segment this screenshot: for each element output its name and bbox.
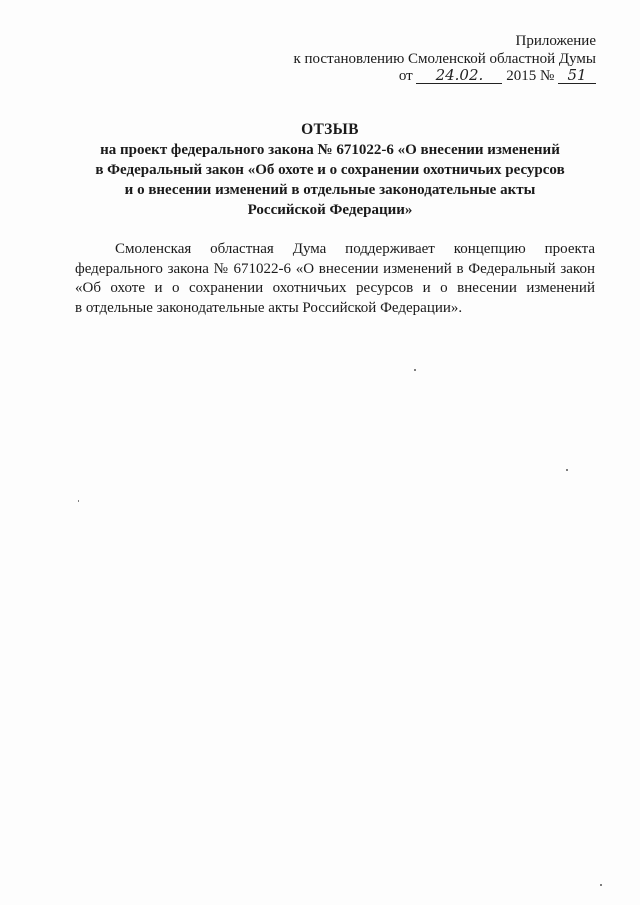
title-line: и о внесении изменений в отдельные законодательные акты (124, 182, 536, 198)
paragraph-line: в отдельные законодательные акты Российской Федерации». (75, 299, 463, 316)
handwritten-number: 51 (558, 68, 596, 84)
title-line: в Федеральный закон «Об охоте и о сохранении охотничьих ресурсов (95, 162, 565, 178)
title-line: Российской Федерации» (247, 202, 413, 218)
paragraph-line: Смоленская областная Дума поддерживает концепцию проекта (115, 241, 595, 257)
resolution-reference: к постановлению Смоленской областной Думы (293, 50, 596, 67)
scan-speck (414, 369, 416, 371)
title-heading: ОТЗЫВ (301, 121, 359, 138)
handwritten-date: 24.02. (416, 68, 502, 84)
appendix-header (293, 33, 596, 86)
scan-speck (600, 884, 602, 886)
title-line: на проект федерального закона № 671022-6 «О внесении изменений (100, 142, 560, 158)
paragraph-line: «Об охоте и о сохранении охотничьих ресурсов и о внесении изменений (75, 280, 595, 296)
date-number-line (293, 68, 596, 86)
scan-speck (566, 469, 568, 471)
from-label: от (398, 68, 413, 84)
scan-speck (78, 500, 79, 502)
body-paragraph (75, 240, 595, 318)
paragraph-line: федерального закона № 671022-6 «О внесении изменений в Федеральный закон (75, 260, 595, 277)
appendix-label: Приложение (515, 33, 596, 49)
year-number-label: 2015 № (506, 68, 555, 84)
document-title (60, 120, 600, 220)
